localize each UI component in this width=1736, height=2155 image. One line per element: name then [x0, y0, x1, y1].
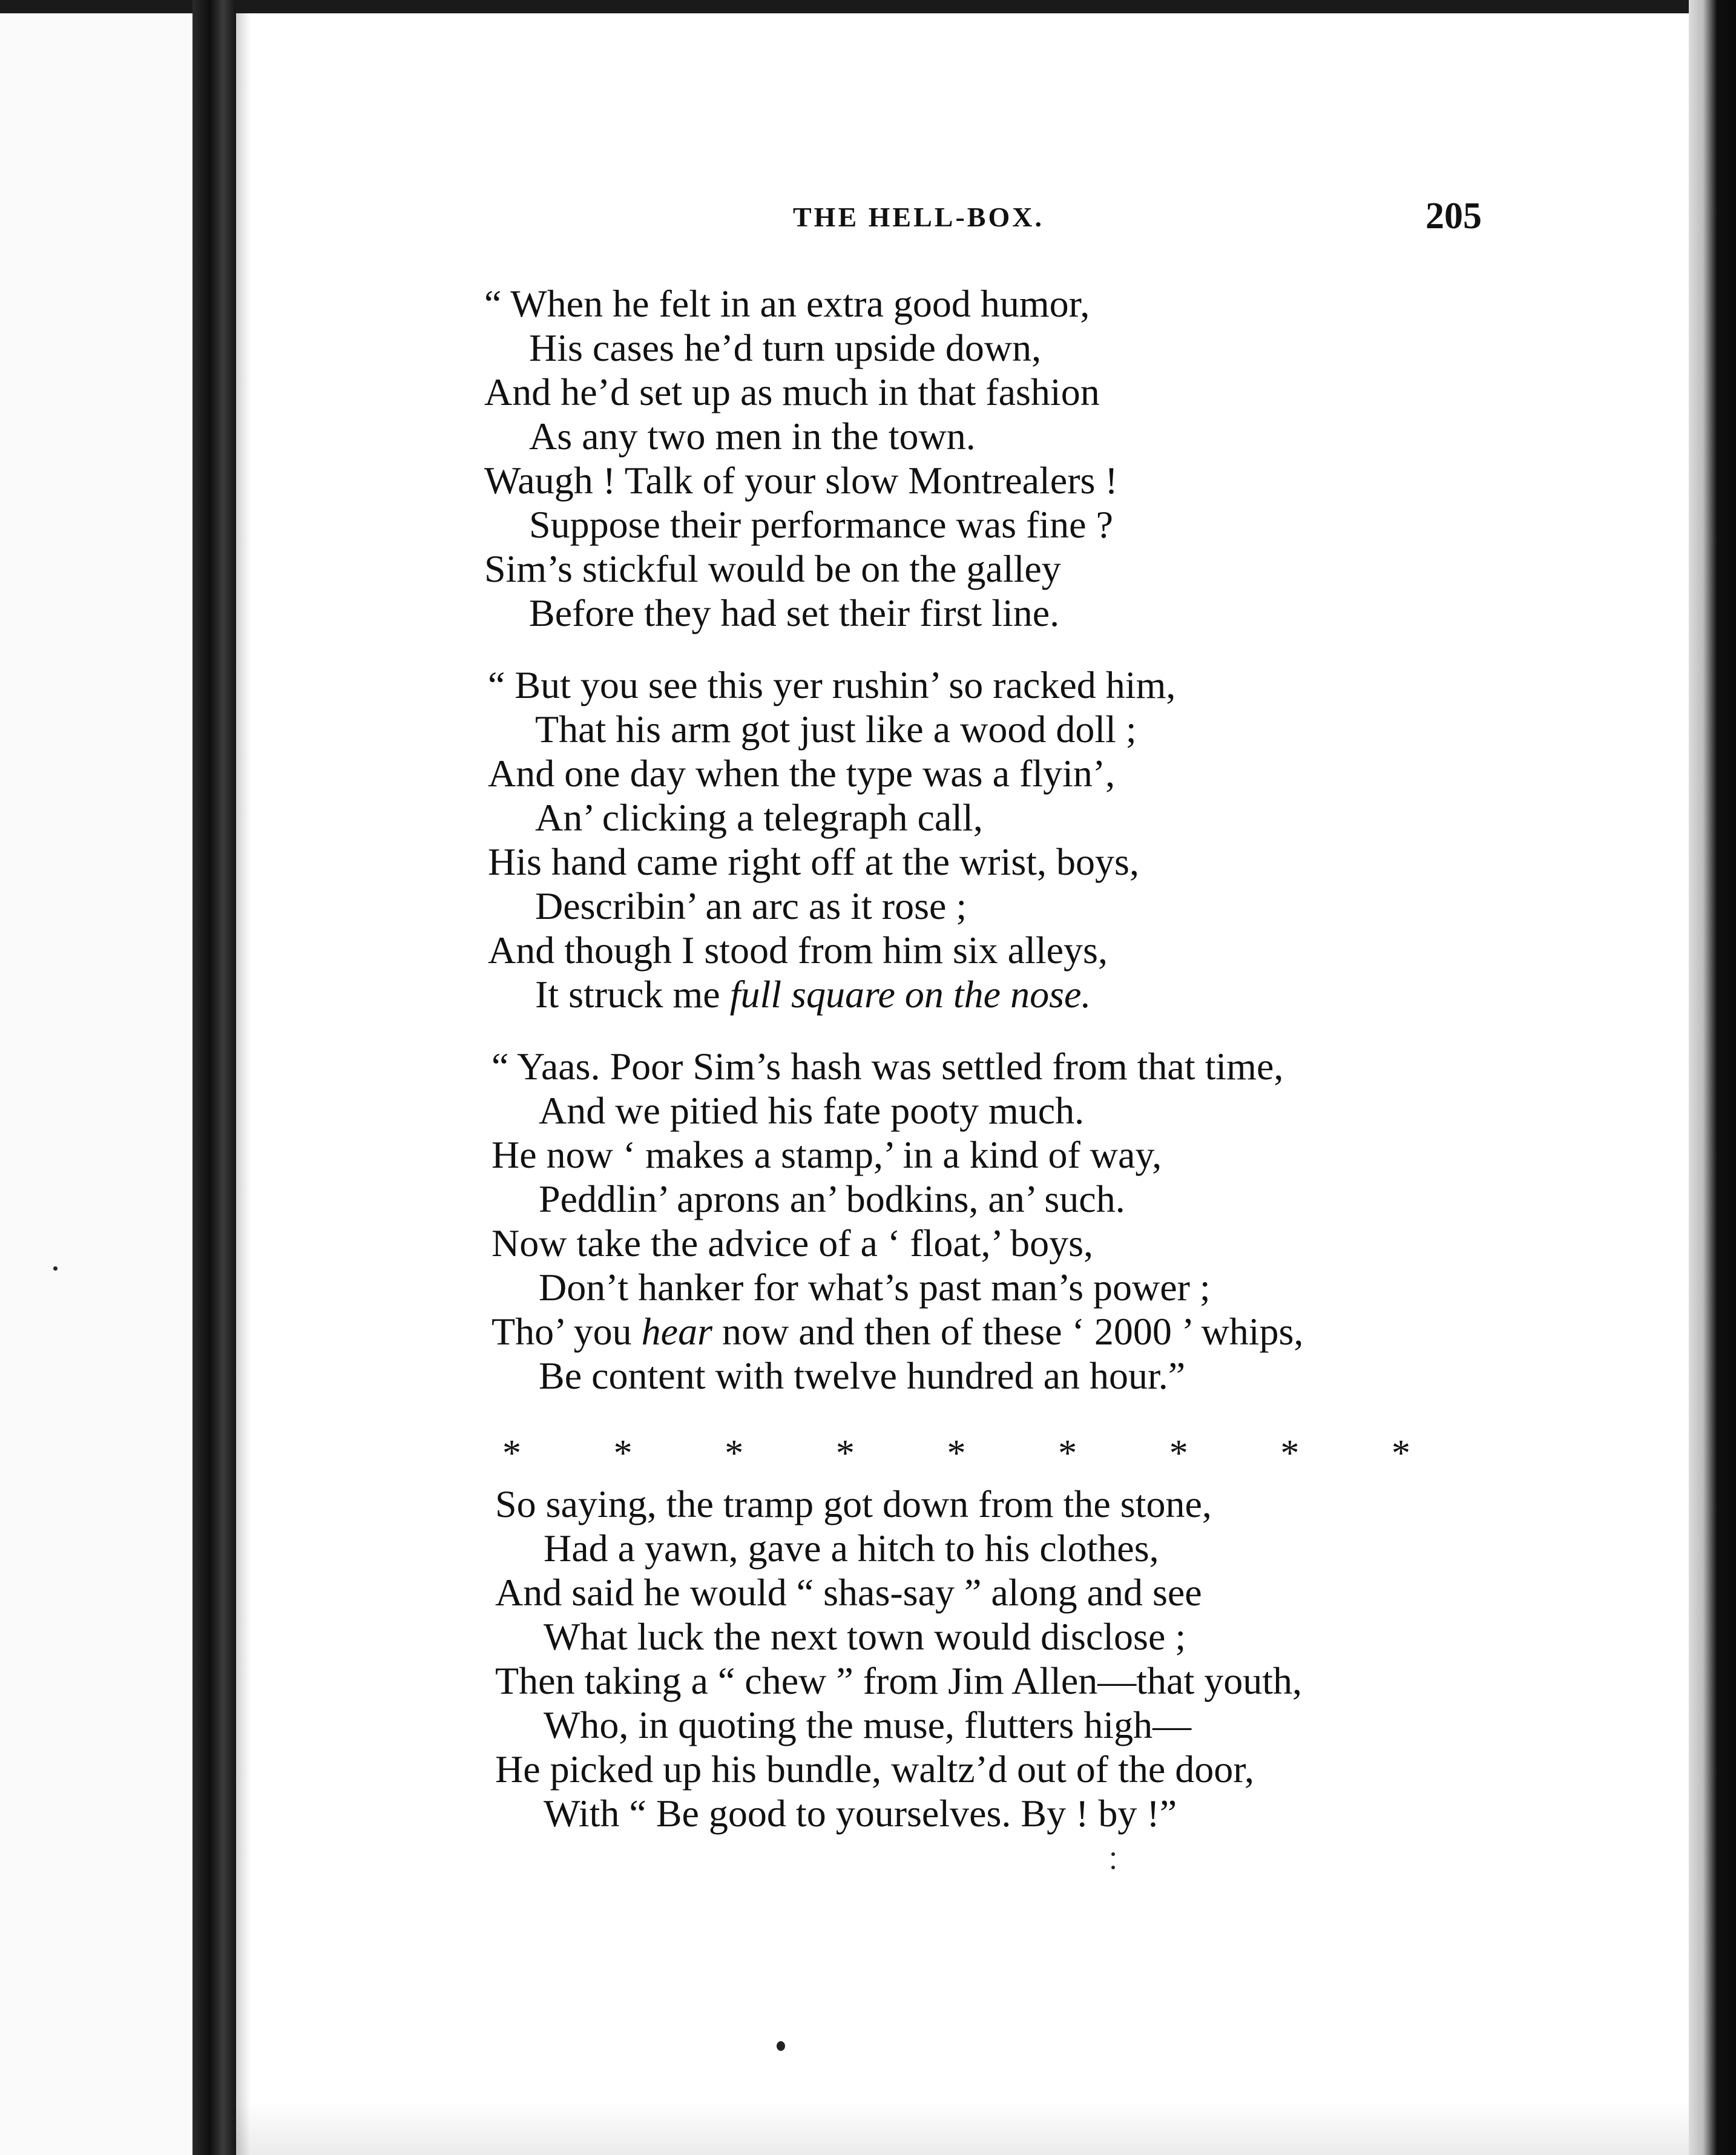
- verse-line: Sim’s stickful would be on the galley: [484, 547, 1061, 590]
- verse-line: Describin’ an arc as it rose ;: [535, 884, 967, 927]
- verse-line-italic: full square on the nose.: [729, 973, 1091, 1016]
- verse-line: With “ Be good to yourselves. By ! by !”: [544, 1792, 1177, 1835]
- verse-line-roman: now and then of these ‘ 2000 ’ whips,: [712, 1310, 1304, 1353]
- scan-speck: [53, 1266, 58, 1271]
- verse-line: And though I stood from him six alleys,: [488, 929, 1108, 972]
- verse-line: Suppose their performance was fine ?: [529, 503, 1113, 546]
- verse-line: An’ clicking a telegraph call,: [535, 796, 983, 839]
- separator-star: *: [1280, 1433, 1300, 1474]
- verse-line: What luck the next town would disclose ;: [544, 1615, 1186, 1658]
- verse-line: His cases he’d turn upside down,: [529, 326, 1042, 369]
- separator-star: *: [1169, 1433, 1188, 1474]
- gutter-shadow: [236, 13, 251, 2155]
- verse-line-italic: hear: [641, 1310, 712, 1353]
- verse-line: Be content with twelve hundred an hour.”: [539, 1354, 1186, 1397]
- verse-line: Don’t hanker for what’s past man’s power ;: [539, 1266, 1211, 1309]
- section-separator: [502, 1432, 1410, 1475]
- page-bottom-shade: [236, 2101, 1689, 2155]
- separator-star: *: [613, 1433, 633, 1474]
- verse-line: “ But you see this yer rushin’ so racked him,: [488, 663, 1176, 706]
- page-edge: [1689, 0, 1736, 2155]
- scan-speck: [1111, 1866, 1115, 1869]
- verse-line: Now take the advice of a ‘ float,’ boys,: [492, 1222, 1093, 1265]
- verse-line: “ When he felt in an extra good humor,: [484, 282, 1090, 325]
- verse-line-roman: It struck me: [535, 973, 730, 1016]
- facing-page: [0, 13, 192, 2155]
- scan-top-border: [0, 0, 1736, 13]
- verse-line: Waugh ! Talk of your slow Montrealers !: [484, 459, 1118, 502]
- verse-line: And one day when the type was a flyin’,: [488, 752, 1116, 795]
- separator-star: *: [502, 1433, 521, 1474]
- verse-line: Before they had set their first line.: [529, 591, 1060, 634]
- separator-star: *: [835, 1433, 855, 1474]
- separator-star: *: [1392, 1433, 1410, 1474]
- verse-line: Had a yawn, gave a hitch to his clothes,: [544, 1527, 1159, 1570]
- verse-line: “ Yaas. Poor Sim’s hash was settled from that time,: [492, 1045, 1284, 1088]
- verse-line: That his arm got just like a wood doll ;: [535, 708, 1137, 751]
- verse-line-roman: Tho’ you: [492, 1310, 642, 1353]
- page-number: 205: [1425, 196, 1482, 237]
- separator-star: *: [1058, 1433, 1077, 1474]
- verse-line: Peddlin’ aprons an’ bodkins, an’ such.: [539, 1177, 1125, 1220]
- verse-line: His hand came right off at the wrist, boys,: [488, 840, 1139, 883]
- verse-line: [535, 975, 1091, 1014]
- verse-line: And said he would “ shas-say ” along and see: [495, 1571, 1202, 1614]
- verse-line: [492, 1312, 1303, 1351]
- running-head: THE HELL-BOX.: [793, 202, 1044, 232]
- verse-line: And we pitied his fate pooty much.: [539, 1089, 1085, 1132]
- verse-line: He now ‘ makes a stamp,’ in a kind of way,: [492, 1133, 1162, 1176]
- separator-star: *: [725, 1433, 744, 1474]
- verse-line: And he’d set up as much in that fashion: [484, 370, 1100, 413]
- separator-star: *: [947, 1433, 966, 1474]
- verse-line: He picked up his bundle, waltz’d out of the door,: [495, 1748, 1255, 1791]
- scan-speck: [1111, 1852, 1115, 1856]
- scan-speck: [777, 2041, 785, 2051]
- book-gutter: [192, 0, 236, 2155]
- verse-line: So saying, the tramp got down from the stone,: [495, 1482, 1212, 1525]
- verse-line: Who, in quoting the muse, flutters high—: [544, 1703, 1192, 1746]
- verse-line: As any two men in the town.: [529, 415, 976, 458]
- verse-line: Then taking a “ chew ” from Jim Allen—that youth,: [495, 1659, 1302, 1702]
